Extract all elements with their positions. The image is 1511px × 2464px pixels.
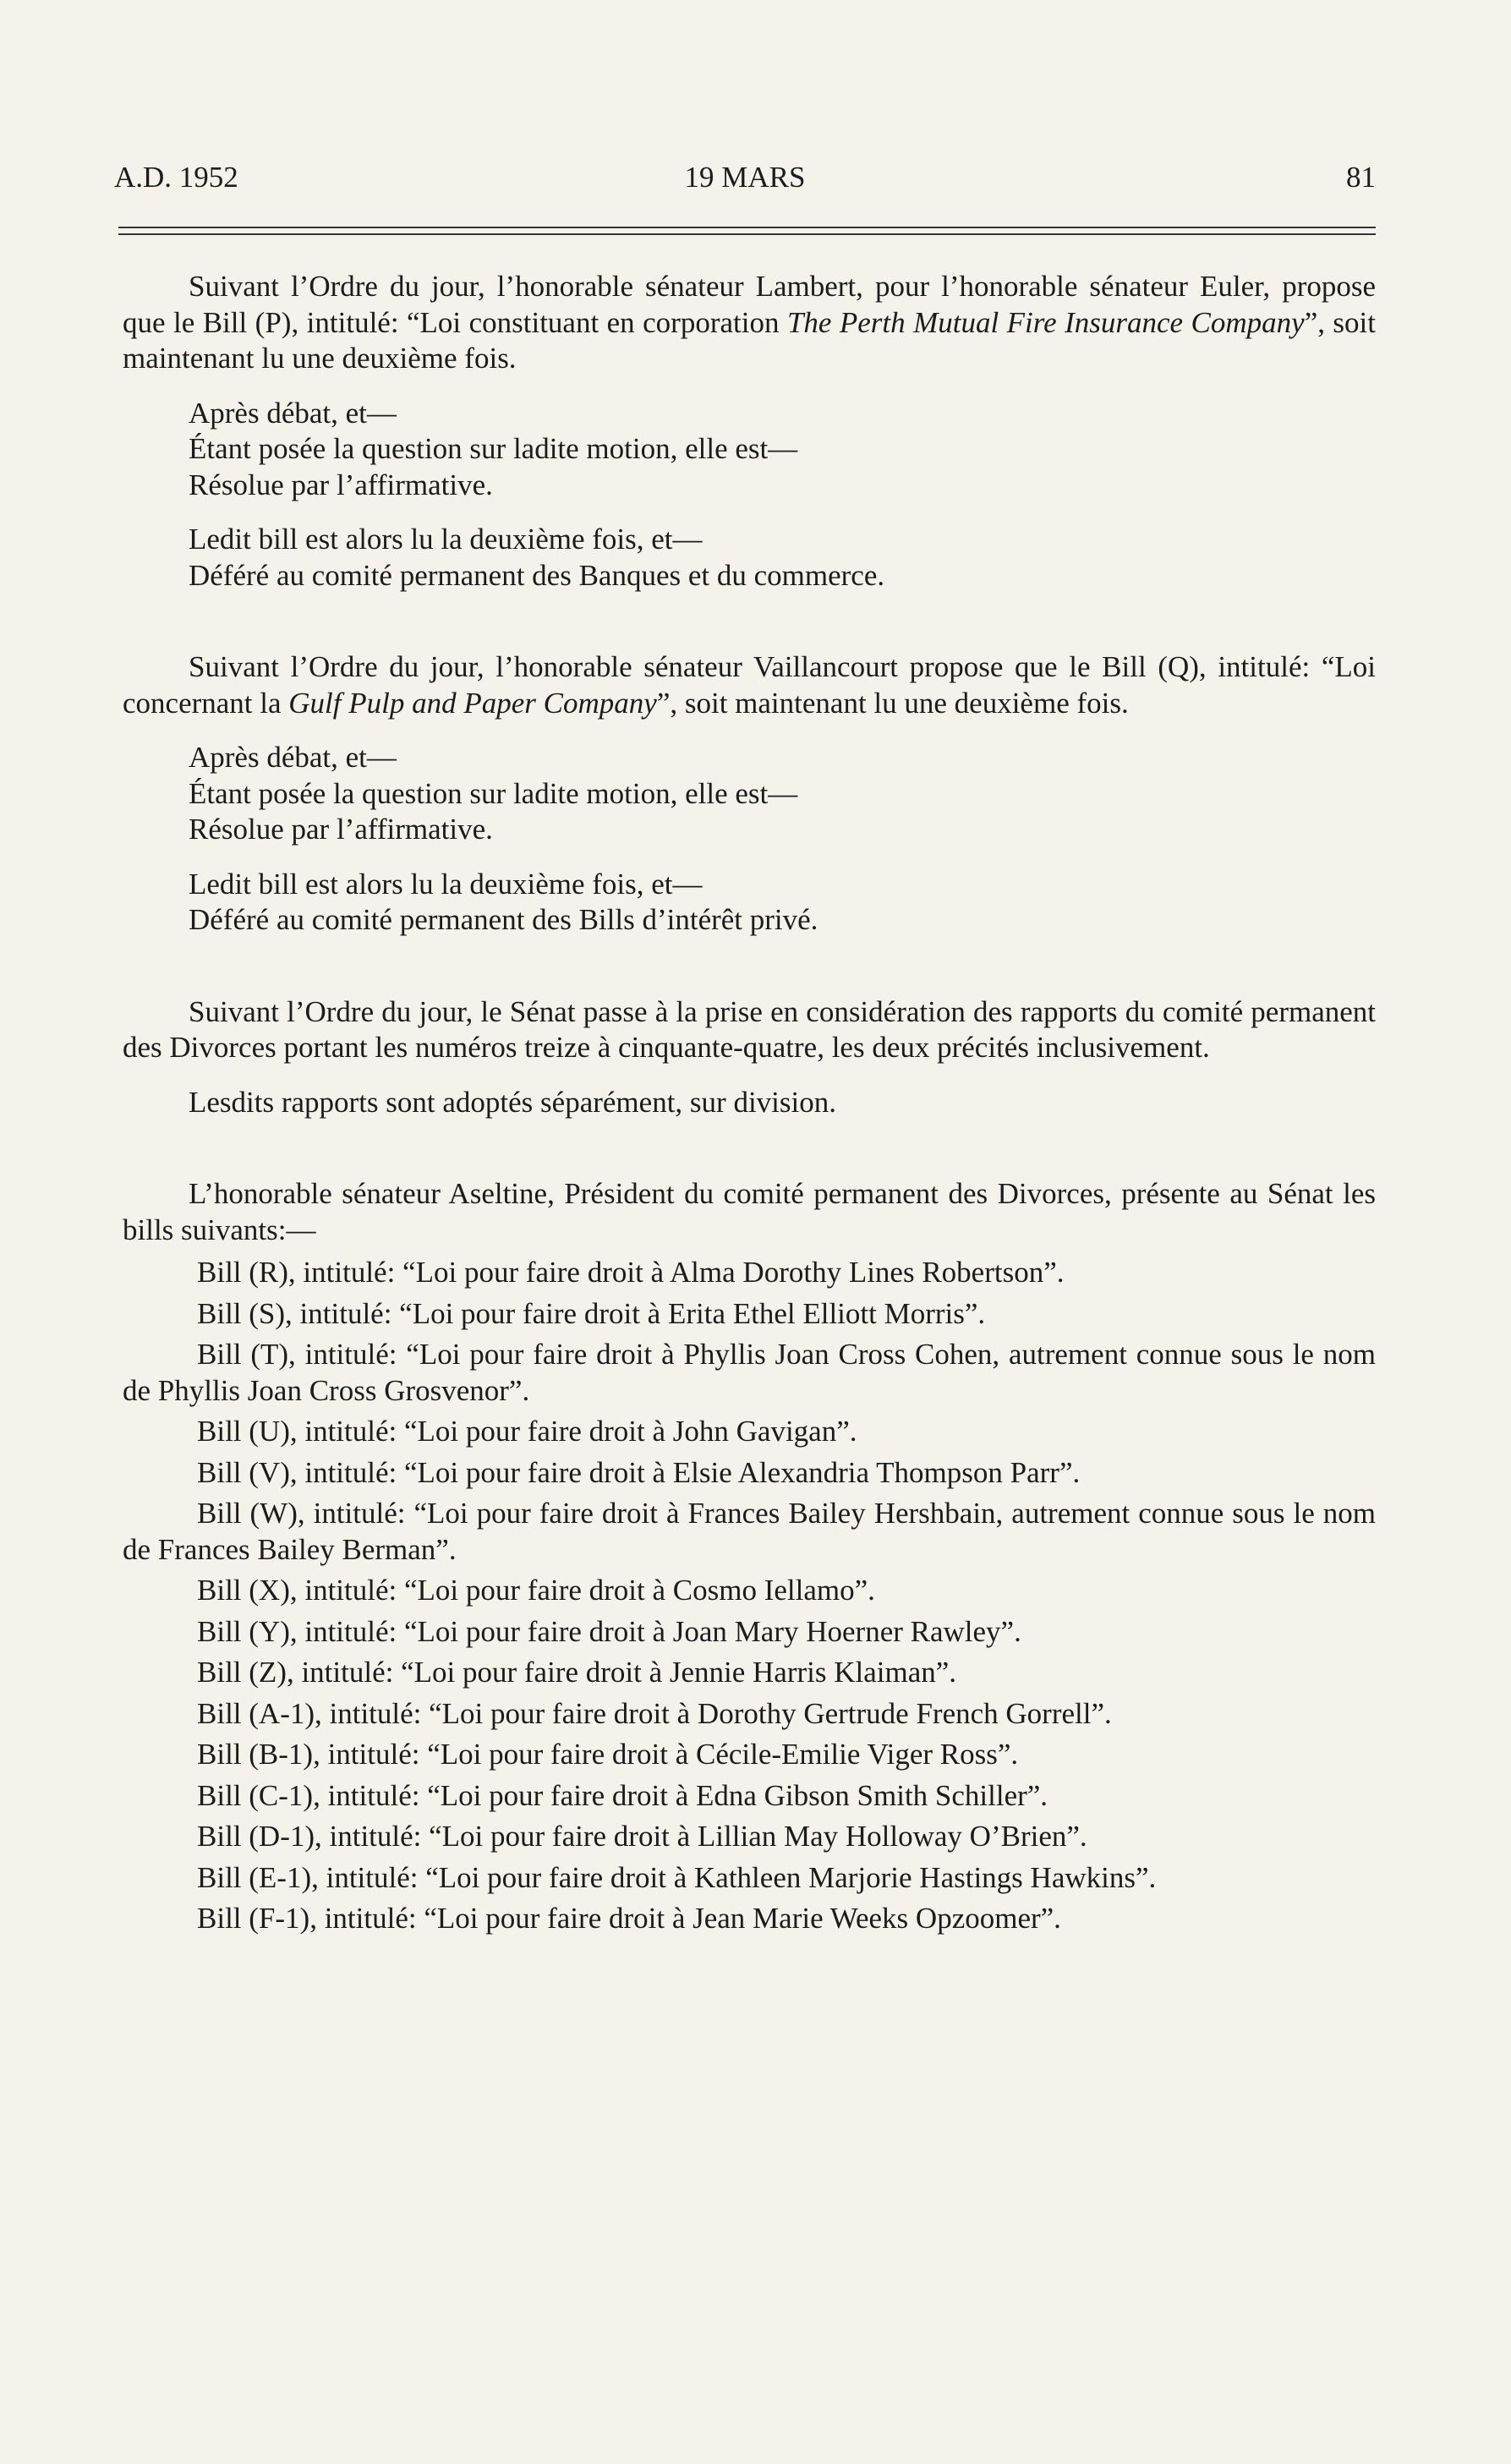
section1-paragraph xyxy=(123,269,1376,377)
bill-d1: Bill (D-1), intitulé: “Loi pour faire droit à Lillian May Holloway O’Brien”. xyxy=(197,1820,1087,1853)
bill-u: Bill (U), intitulé: “Loi pour faire droit à John Gavigan”. xyxy=(197,1415,857,1448)
section2-debate: Après débat, et— xyxy=(189,741,397,774)
section1-company: The Perth Mutual Fire Insurance Company xyxy=(786,305,1305,339)
page-header xyxy=(114,161,1376,203)
section2-text-a: Suivant l’Ordre du jour, l’honorable sénateur Vaillancourt propose que le Bill (Q), intitulé: “Loi concernant la xyxy=(123,650,1376,720)
bill-e1: Bill (E-1), intitulé: “Loi pour faire droit à Kathleen Marjorie Hastings Hawkins”. xyxy=(197,1860,1157,1894)
section3-paragraph: Suivant l’Ordre du jour, le Sénat passe à la prise en considération des rapports du comité permanent des Divorces portant les numéros treize à cinquante-quatre, les deux précités inclusivement. xyxy=(123,994,1376,1064)
section1-resolved: Résolue par l’affirmative. xyxy=(189,468,493,501)
bill-t: Bill (T), intitulé: “Loi pour faire droit à Phyllis Joan Cross Cohen, autrement connue sous le nom de Phyllis Joan Cross Grosvenor”. xyxy=(123,1338,1376,1407)
bill-b1: Bill (B-1), intitulé: “Loi pour faire droit à Cécile-Emilie Viger Ross”. xyxy=(197,1738,1019,1771)
section1-reading: Ledit bill est alors lu la deuxième fois, et— xyxy=(189,523,703,556)
section1-question: Étant posée la question sur ladite motion, elle est— xyxy=(189,432,798,465)
section4-intro: L’honorable sénateur Aseltine, Président du comité permanent des Divorces, présente au Sénat les bills suivants:— xyxy=(123,1177,1376,1246)
section2-paragraph xyxy=(123,649,1376,721)
section2-reading: Ledit bill est alors lu la deuxième fois, et— xyxy=(189,867,703,901)
section2-resolved: Résolue par l’affirmative. xyxy=(189,813,493,846)
header-rule-top xyxy=(118,227,1376,228)
section3-adopted: Lesdits rapports sont adoptés séparément, sur division. xyxy=(189,1085,836,1119)
section1-referred: Déféré au comité permanent des Banques et du commerce. xyxy=(189,558,885,592)
section1-text-a: Suivant l’Ordre du jour, l’honorable sénateur Lambert, pour l’honorable sénateur Euler, propose que le Bill (P), intitulé: “Loi constituant en corporation xyxy=(123,270,1376,339)
section2-text-b: ”, soit maintenant lu une deuxième fois. xyxy=(656,686,1129,720)
header-rule-bottom xyxy=(118,233,1376,235)
bill-s: Bill (S), intitulé: “Loi pour faire droit à Erita Ethel Elliott Morris”. xyxy=(197,1296,986,1330)
section1-text-b: ”, soit maintenant lu une deuxième fois. xyxy=(123,305,1376,375)
bill-z: Bill (Z), intitulé: “Loi pour faire droit à Jennie Harris Klaiman”. xyxy=(197,1656,957,1689)
bill-x: Bill (X), intitulé: “Loi pour faire droit à Cosmo Iellamo”. xyxy=(197,1574,875,1607)
bill-f1: Bill (F-1), intitulé: “Loi pour faire droit à Jean Marie Weeks Opzoomer”. xyxy=(197,1902,1061,1935)
section2-question: Étant posée la question sur ladite motion, elle est— xyxy=(189,776,798,810)
header-year: A.D. 1952 xyxy=(114,161,238,194)
section2-company: Gulf Pulp and Paper Company xyxy=(288,686,657,720)
page-body xyxy=(123,269,1376,1942)
bill-r: Bill (R), intitulé: “Loi pour faire droit à Alma Dorothy Lines Robertson”. xyxy=(197,1256,1065,1289)
section2-referred: Déféré au comité permanent des Bills d’intérêt privé. xyxy=(189,903,818,936)
bill-v: Bill (V), intitulé: “Loi pour faire droit à Elsie Alexandria Thompson Parr”. xyxy=(197,1455,1081,1489)
bill-y: Bill (Y), intitulé: “Loi pour faire droit à Joan Mary Hoerner Rawley”. xyxy=(197,1614,1021,1648)
bill-a1: Bill (A-1), intitulé: “Loi pour faire droit à Dorothy Gertrude French Gorrell”. xyxy=(197,1696,1112,1730)
header-date: 19 MARS xyxy=(684,161,806,194)
bill-w: Bill (W), intitulé: “Loi pour faire droit à Frances Bailey Hershbain, autrement connue sous le nom de Frances Bailey Berman”. xyxy=(123,1497,1376,1566)
bill-c1: Bill (C-1), intitulé: “Loi pour faire droit à Edna Gibson Smith Schiller”. xyxy=(197,1778,1048,1812)
section1-debate: Après débat, et— xyxy=(189,396,397,430)
page-number: 81 xyxy=(1346,161,1376,194)
